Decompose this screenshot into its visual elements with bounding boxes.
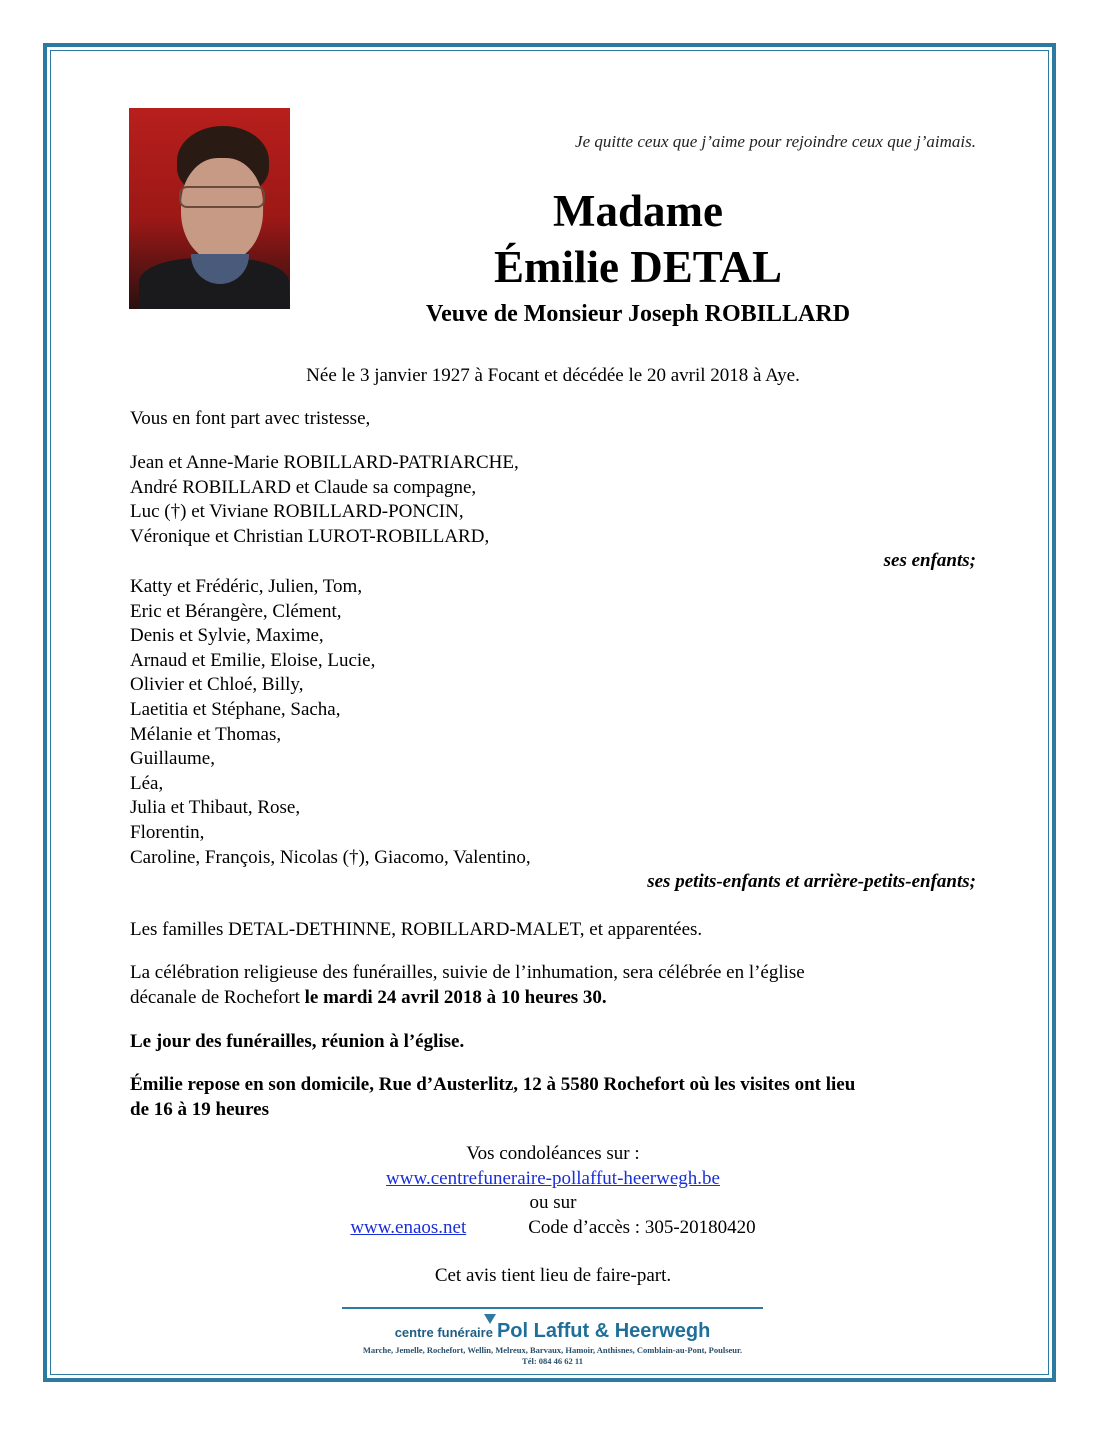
- list-item: Luc (†) et Viviane ROBILLARD-PONCIN,: [130, 501, 464, 523]
- rest-paragraph: [130, 1073, 976, 1122]
- celebration-date: le mardi 24 avril 2018 à 10 heures 30.: [304, 986, 607, 1008]
- meeting-line: Le jour des funérailles, réunion à l’église.: [130, 1031, 465, 1052]
- announcement-line: Vous en font part avec tristesse,: [130, 408, 371, 429]
- families-line: Les familles DETAL-DETHINNE, ROBILLARD-MALET, et apparentées.: [130, 919, 703, 940]
- notice-line: Cet avis tient lieu de faire-part.: [434, 1265, 672, 1286]
- list-item: Florentin,: [130, 821, 205, 843]
- list-item: Katty et Frédéric, Julien, Tom,: [130, 576, 363, 597]
- list-item: Léa,: [130, 772, 164, 794]
- condolences-label: Vos condoléances sur :: [466, 1143, 640, 1164]
- list-item: Véronique et Christian LUROT-ROBILLARD,: [130, 525, 490, 547]
- deceased-name-block: [300, 185, 976, 331]
- or-label: ou sur: [529, 1192, 577, 1214]
- funeral-home-logo: [342, 1320, 763, 1367]
- celebration-line-2: décanale de Rochefort: [130, 986, 305, 1008]
- list-item: André ROBILLARD et Claude sa compagne,: [130, 476, 477, 498]
- children-label: ses enfants;: [883, 550, 976, 572]
- rest-line-2: de 16 à 19 heures: [130, 1098, 269, 1120]
- logo-phone: Tél: 084 46 62 11: [522, 1356, 583, 1366]
- logo-places: Marche, Jemelle, Rochefort, Wellin, Melreux, Barvaux, Hamoir, Anthisnes, Comblain-au-Pont, Poulseur.: [362, 1345, 743, 1355]
- logo-big-text: Pol Laffut & Heerwegh: [496, 1320, 711, 1342]
- list-item: Eric et Bérangère, Clément,: [130, 600, 342, 622]
- list-item: Mélanie et Thomas,: [130, 723, 282, 745]
- birth-death-line: Née le 3 janvier 1927 à Focant et décédée le 20 avril 2018 à Aye.: [306, 365, 800, 386]
- widow-of: Veuve de Monsieur Joseph ROBILLARD: [425, 301, 851, 327]
- celebration-paragraph: [130, 961, 976, 1010]
- list-item: Olivier et Chloé, Billy,: [130, 674, 304, 696]
- deceased-name: Émilie DETAL: [494, 242, 782, 292]
- children-list: [130, 451, 976, 574]
- list-item: Guillaume,: [130, 748, 215, 770]
- enaos-link[interactable]: www.enaos.net: [350, 1216, 467, 1238]
- grandchildren-list: [130, 575, 976, 895]
- epitaph-quote: Je quitte ceux que j’aime pour rejoindre ceux que j’aimais.: [575, 132, 976, 151]
- list-item: Jean et Anne-Marie ROBILLARD-PATRIARCHE,: [130, 452, 519, 473]
- celebration-line-1: La célébration religieuse des funérailles, suivie de l’inhumation, sera célébrée en l’église: [130, 962, 805, 983]
- logo-small-text: centre funéraire: [394, 1325, 493, 1340]
- funeral-center-link[interactable]: www.centrefuneraire-pollaffut-heerwegh.be: [386, 1167, 720, 1189]
- list-item: Denis et Sylvie, Maxime,: [130, 625, 324, 647]
- title-prefix: Madame: [553, 186, 723, 236]
- portrait-photo: [129, 108, 290, 309]
- grandchildren-label: ses petits-enfants et arrière-petits-enfants;: [647, 871, 976, 893]
- condolences-block: [130, 1142, 976, 1240]
- list-item: Arnaud et Emilie, Eloise, Lucie,: [130, 649, 376, 671]
- list-item: Laetitia et Stéphane, Sacha,: [130, 698, 341, 720]
- rest-line-1: Émilie repose en son domicile, Rue d’Austerlitz, 12 à 5580 Rochefort où les visites ont lieu: [130, 1074, 856, 1095]
- logo-divider: [342, 1307, 763, 1309]
- list-item: Julia et Thibaut, Rose,: [130, 797, 301, 819]
- access-code: Code d’accès : 305-20180420: [528, 1216, 756, 1238]
- list-item: Caroline, François, Nicolas (†), Giacomo, Valentino,: [130, 846, 531, 868]
